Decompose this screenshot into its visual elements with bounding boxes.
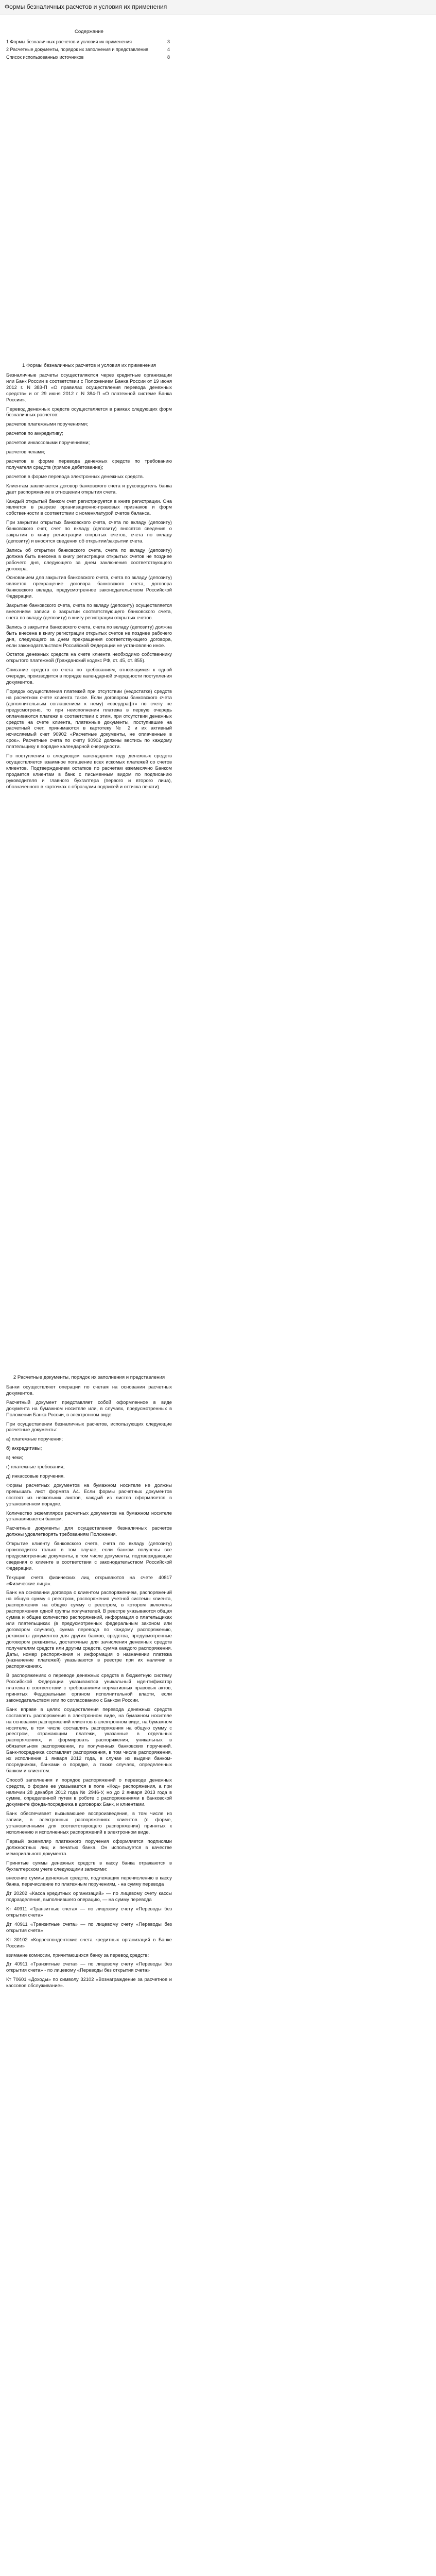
section-1-paragraphs — [6, 372, 172, 789]
paragraph: Первый экземпляр платежного поручения оформляется подписями должностных лиц и печатью банка. Он используется в качестве мемориального документа. — [6, 1838, 172, 1856]
paragraph: Запись о закрытии банковского счета, счета по вкладу (депозиту) должна быть внесена в книгу регистрации открытых счетов не позднее рабочего дня, следующего за днем прекращения соответствующего договора, если законодательством Российской Федерации не установлено иное. — [6, 623, 172, 648]
paragraph: Банки осуществляют операции по счетам на основании расчетных документов. — [6, 1384, 172, 1396]
paragraph: Остаток денежных средств на счете клиента необходимо собственнику открытого платежной (Гражданский кодекс РФ, ст. 45, ст. 855). — [6, 651, 172, 664]
section-2-paragraphs — [6, 1384, 172, 1989]
paragraph: Количество экземпляров расчетных документов на бумажном носителе устанавливается банком. — [6, 1510, 172, 1522]
paragraph: расчетов в форме перевода электронных денежных средств. — [6, 473, 144, 479]
paragraph: г) платежные требования; — [6, 1464, 65, 1470]
paragraph: Расчетный документ представляет собой оформленное в виде документа на бумажном носителе или, в случаях, предусмотренных в Положении Банка России, в электронном виде: — [6, 1399, 172, 1417]
paragraph: расчетов инкассовыми поручениями; — [6, 439, 90, 446]
paragraph: Закрытие банковского счета, счета по вкладу (депозиту) осуществляется внесением записи о закрытии соответствующего банковского счета, счета по вкладу (депозиту) в книгу регистрации открытых счетов. — [6, 602, 172, 620]
toc-item[interactable] — [6, 46, 172, 54]
paragraph: Банк обеспечивает вызывающее воспроизведение, в том числе из записи, в электронных распоряжениях клиентов (с форме, установленными для соответствующего распоряжения) принятых к исполнению и исполненных распоряжений в электронном виде. — [6, 1810, 172, 1835]
paragraph: Порядок осуществления платежей при отсутствии (недостатке) средств на расчетном счете клиента такое. Если договором банковского счета (дополнительным соглашением к нему) «овердрафт» по счету не предусмотрено, то при неисполнении платежа в первую очередь оплачиваются платежи в соответствии с этим, при отсутствии денежных средств на счете клиента, платежные документы, поступившие на расчетный счет, принимаются в картотеку № 2 и их активный исчисляемый счет 90902 «Расчетные документы, не оплаченные в срок». Расчетные счета по счету 90902 должны вестись по каждому плательщику в порядке календарной очередности. — [6, 688, 172, 750]
paragraph: Безналичные расчеты осуществляются через кредитные организации или Банк России в соответствии с Положением Банка России от 19 июня 2012 г. N 383-П «О правилах осуществления перевода денежных средств» и от 29 июня 2012 г. N 384-П «О платежной системе Банка России». — [6, 372, 172, 402]
paragraph: Формы расчетных документов на бумажном носителе не должны превышать лист формата A4. Если формы расчетных документов состоят из нескольких листов, каждый из листов оформляется в установленном порядке. — [6, 1482, 172, 1506]
toc-heading: Содержание — [74, 29, 104, 35]
paragraph: Клиентам заключается договор банковского счета и руководитель банка дает распоряжение в отношении открытия счета. — [6, 482, 172, 495]
paragraph: Кт 30102 «Корреспондентские счета кредитных организаций в Банке России» — [6, 1936, 172, 1948]
toc-item-label: 1 Формы безналичных расчетов и условия их применения — [6, 39, 132, 44]
paragraph: Дт 40911 «Транзитные счета» — по лицевому счету «Переводы без открытия счета» - по лицевому «Переводы без открытия счета» — [6, 1961, 172, 1973]
paragraph: Каждый открытый банком счет регистрируется в книге регистрации. Она является в разрезе организационно-правовых признаков и форм собственности в соответствии с номенклатурой счетов баланса. — [6, 498, 172, 516]
toc-item-label: Список использованных источников — [6, 55, 84, 60]
paragraph: а) платежные поручения; — [6, 1436, 63, 1442]
section-heading: 1 Формы безналичных расчетов и условия их применения — [22, 363, 156, 368]
paragraph: б) аккредитивы; — [6, 1445, 42, 1451]
paragraph: расчетов чеками; — [6, 449, 45, 455]
paragraph: взимание комиссии, причитающихся банку за перевод средств: — [6, 1952, 149, 1958]
paragraph: По поступлении в следующем календарном году денежных средств осуществляется взаимное погашение всех искомых платежей со счетов клиентов. Подтверждением остатков по расчетам ежемесячно Банком продается клиентам в банк с письменным видом по подписанию руководителя и главного бухгалтера (первого и второго лица), обозначенного в карточках с образцами подписей и оттиска печати). — [6, 753, 172, 789]
document-title: Формы безналичных расчетов и условия их применения — [0, 0, 436, 14]
paragraph: в) чеки; — [6, 1454, 23, 1461]
paragraph: Перевод денежных средств осуществляется в рамках следующих форм безналичных расчетов: — [6, 405, 172, 418]
paragraph: Кт 40911 «Транзитные счета» — по лицевому счету «Переводы без открытия счета» — [6, 1906, 172, 1918]
paragraph: расчетов в форме перевода денежных средств по требованию получателя средств (прямое дебетование); — [6, 457, 172, 470]
paragraph: Дт 20202 «Касса кредитных организаций» — по лицевому счету кассы подразделения, выполнившего операцию, — на сумму перевода — [6, 1890, 172, 1903]
toc-item[interactable] — [6, 38, 172, 46]
paragraph: Способ заполнения и порядок распоряжений о переводе денежных средств, о форме ее указывается в поле «Код» распоряжения, а при наличии 28 декабря 2012 года № 2946-У, но до 2 января 2013 года в сумме, определенной путем в роботе с распоряжениями в банковской документе фонда-посредника в договорах Банк, и клиентами. — [6, 1776, 172, 1807]
paragraph: При закрытии открытых банковского счета, счета по вкладу (депозиту) банковского счет, счет по вкладу (депозиту) вносятся сведения о закрытии в книгу регистрации открытых счетов, счета по вкладу (депозиту) и вносятся сведения об открытии/закрытии счета. — [6, 519, 172, 544]
toc-item-page: 4 — [167, 47, 170, 52]
paragraph: Принятые суммы денежных средств в кассу банка отражаются в бухгалтерском учете следующими записями: — [6, 1859, 172, 1872]
document-page — [0, 14, 436, 2576]
paragraph: Открытие клиенту банковского счета, счета по вкладу (депозиту) производится только в том случае, если банком получены все предусмотренные документы, в том числе документы, подтверждающие сведения о клиенте в соответствии с законодательством Российской Федерации. — [6, 1540, 172, 1571]
table-of-contents — [6, 29, 172, 61]
paragraph: Кт 70601 «Доходы» по символу 32102 «Вознаграждение за расчетное и кассовое обслуживание». — [6, 1976, 172, 1989]
toc-item-label: 2 Расчетные документы, порядок их заполнения и представления — [6, 47, 149, 52]
paragraph: Списание средств со счета по требованиям, относящимся к одной очереди, производится в порядке календарной очередности поступления документов. — [6, 667, 172, 685]
toc-item-page: 3 — [167, 39, 170, 44]
paragraph: Текущие счета физических лиц открываются на счете 40817 «Физические лица». — [6, 1574, 172, 1586]
toc-item-page: 8 — [167, 55, 170, 60]
paragraph: При осуществлении безналичных расчетов, использующих следующие расчетные документы: — [6, 1420, 172, 1433]
paragraph: расчетов по аккредитиву; — [6, 430, 63, 436]
section-2 — [6, 1375, 172, 1992]
paragraph: Расчетные документы для осуществления безналичных расчетов должны удовлетворять требованиям Положения. — [6, 1525, 172, 1537]
paragraph: В распоряжениях о переводе денежных средств в бюджетную систему Российской Федерации указываются уникальный идентификатор платежа в соответствии с требованиями нормативных правовых актов, принятых Федеральным органом исполнительной власти, если законодательством или по согласованию с Банком России. — [6, 1672, 172, 1703]
paragraph: Основанием для закрытия банковского счета, счета по вкладу (депозиту) является прекращение договора банковского счета, договора банковского вклада, предусмотренное законодательством Российской Федерации. — [6, 574, 172, 599]
paragraph: Банк вправе в целях осуществления перевода денежных средств составлять распоряжения в электронном виде, на бумажном носителе на основании распоряжений клиентов в электронном виде, на бумажном носителе, в том числе составлять распоряжения на общую сумму с реестром, отражающим платежи, указанные в отдельных распоряжениях, и формировать распоряжения, уникальных в обязательном распоряжении, из полученных банковских поручений. Банк-посредника составляет распоряжения, в том числе распоряжения, их исполнение 1 января 2012 года, в случае их выдачи банком-посредником, банками о порядке, а также случаях, определенных банком и клиентом. — [6, 1706, 172, 1773]
section-heading: 2 Расчетные документы, порядок их заполнения и представления — [13, 1375, 165, 1380]
section-1 — [6, 363, 172, 792]
paragraph: д) инкассовые поручения. — [6, 1472, 65, 1479]
paragraph: расчетов платежными поручениями; — [6, 421, 89, 427]
paragraph: Банк на основании договора с клиентом распоряжением, распоряжений на общую сумму с реестром, распоряжения учетной системы клиента, распоряжения на общую сумму с реестром, в котором включены распоряжения одной группы получателей. В реестре указываются общая сумма и общее количество распоряжений, информация о плательщиках или плательщиках (в предусмотренных федеральным законом или договором случаях), сумма перевода по каждому распоряжению, реквизиты документов для других банков, средства, предусмотренные договором реквизиты, достаточные для зачисления денежных средств получателям средств или другим средств, сумма каждого распоряжения. Даты, номер распоряжения и информация о назначении платежа (назначение платежей) указываются в реестре при их наличии в распоряжениях. — [6, 1589, 172, 1669]
toc-item[interactable] — [6, 54, 172, 61]
paragraph: внесение суммы денежных средств, подлежащих перечислению в кассу банка, перечисление по платежным поручениям, - на сумму перевода — [6, 1875, 172, 1887]
paragraph: Дт 40911 «Транзитные счета» — по лицевому счету «Переводы без открытия счета» — [6, 1921, 172, 1933]
paragraph: Запись об открытии банковского счета, счета по вкладу (депозиту) должна быть внесена в книгу регистрации открытых счетов не позднее рабочего дня, следующего за днем заключения соответствующего договора. — [6, 547, 172, 571]
